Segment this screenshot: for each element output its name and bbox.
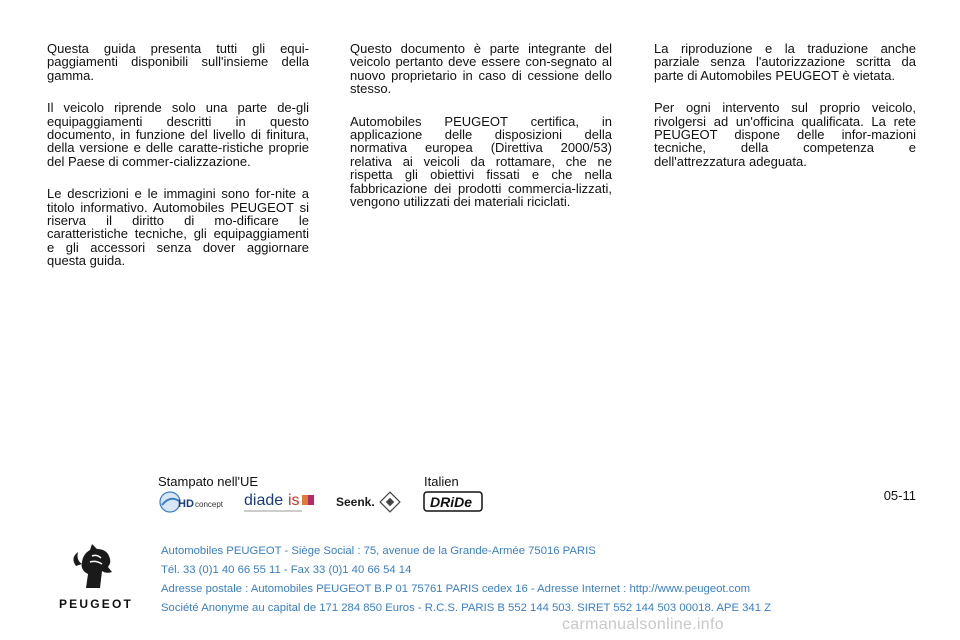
printed-in-label: Stampato nell'UE xyxy=(158,474,259,489)
paragraph: La riproduzione e la traduzione anche parziale senza l'autorizzazione scritta da parte di Automobiles PEUGEOT è vietata. xyxy=(654,41,916,83)
address-line: Société Anonyme au capital de 171 284 850 Euros - R.C.S. PARIS B 552 144 503. SIRET 552 144 503 00018. APE 341 Z xyxy=(161,602,772,614)
svg-text:is: is xyxy=(288,492,300,509)
hdconcept-logo xyxy=(158,489,228,515)
dride-logo xyxy=(423,489,483,515)
edition-code: 05-11 xyxy=(883,488,916,503)
svg-text:Seenk.: Seenk. xyxy=(336,495,375,509)
svg-text:diade: diade xyxy=(244,492,284,509)
brand-name: PEUGEOT xyxy=(58,597,134,611)
paragraph: Il veicolo riprende solo una parte de-gli equipaggiamenti descritti in questo documento, in funzione del livello di finitura, della versione e delle caratte-ristiche proprie del Paese di commer-cializzazione. xyxy=(47,100,309,169)
paragraph: Questo documento è parte integrante del veicolo pertanto deve essere con-segnato al nuovo proprietario in caso di cessione dello stesso. xyxy=(350,41,612,97)
paragraph: Per ogni intervento sul proprio veicolo, rivolgersi ad un'officina qualificata. La rete PEUGEOT dispone delle infor-mazioni tecniche, della competenza e dell'attrezzatura adeguata. xyxy=(654,100,916,169)
language-label: Italien xyxy=(424,474,459,489)
watermark: carmanualsonline.info xyxy=(562,616,724,633)
svg-text:concept: concept xyxy=(195,500,224,509)
address-line: Automobiles PEUGEOT - Siège Social : 75, avenue de la Grande-Armée 75016 PARIS xyxy=(161,545,596,557)
text-column-1 xyxy=(47,42,309,287)
paragraph: Automobiles PEUGEOT certifica, in applicazione delle disposizioni della normativa europea (Direttiva 2000/53) relativa ai veicoli da rottamare, che ne rispetta gli obiettivi fissati e che nella fabbricazione dei prodotti commercia-lizzati, vengono utilizzati dei materiali riciclati. xyxy=(350,113,612,210)
paragraph: Questa guida presenta tutti gli equi-paggiamenti disponibili sull'insieme della gamma. xyxy=(47,41,309,83)
address-line: Adresse postale : Automobiles PEUGEOT B.P 01 75761 PARIS cedex 16 - Adresse Internet : http://www.peugeot.com xyxy=(161,583,751,595)
svg-text:HD: HD xyxy=(178,498,194,510)
peugeot-lion-icon xyxy=(66,540,124,592)
address-line: Tél. 33 (0)1 40 66 55 11 - Fax 33 (0)1 40 66 54 14 xyxy=(161,564,412,576)
paragraph: Le descrizioni e le immagini sono for-nite a titolo informativo. Automobiles PEUGEOT si riserva il diritto di mo-dificare le caratteristiche tecniche, gli equipaggiamenti e gli accessori senza dover aggiornare questa guida. xyxy=(47,186,309,269)
address-block xyxy=(161,542,771,618)
svg-text:DRiDe: DRiDe xyxy=(430,494,473,510)
diadeis-logo xyxy=(244,489,316,515)
text-column-2 xyxy=(350,42,612,227)
seenk-logo xyxy=(336,489,402,515)
text-column-3 xyxy=(654,42,916,187)
